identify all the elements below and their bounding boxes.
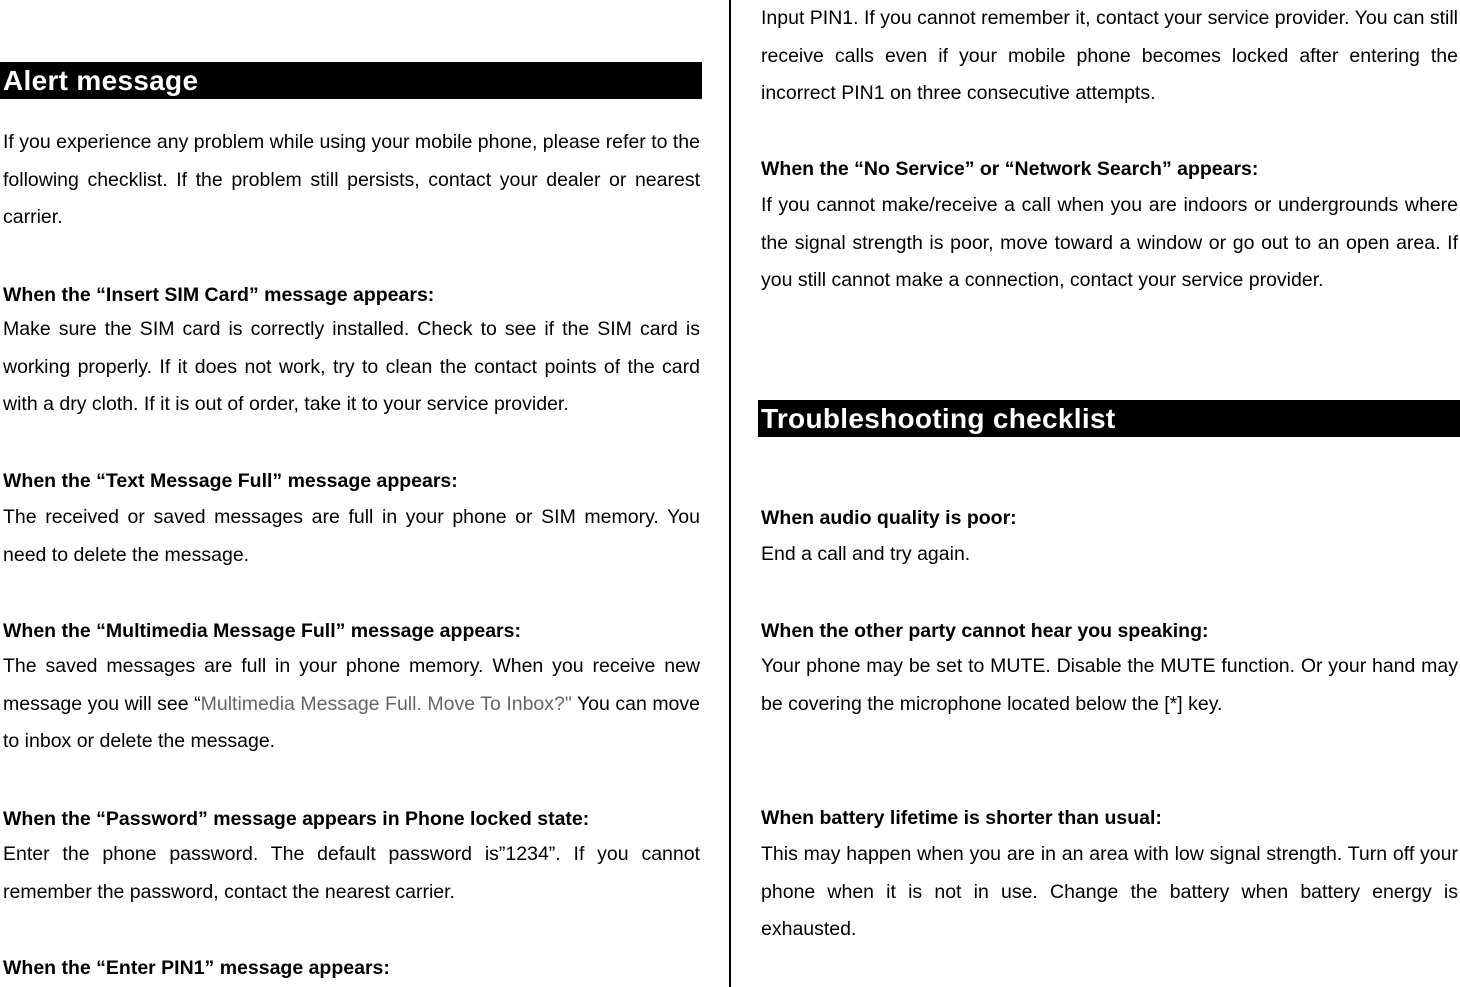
enter-pin1-heading: When the “Enter PIN1” message appears: — [3, 957, 390, 979]
multimedia-message-full-body — [3, 648, 700, 761]
multimedia-message-full-heading: When the “Multimedia Message Full” message appears: — [3, 620, 521, 642]
other-party-body: Your phone may be set to MUTE. Disable the MUTE function. Or your hand may be covering the microphone located below the [*] key. — [761, 655, 1458, 715]
multimedia-body-pre: The saved messages are full in your phone memory. When you receive new message you will see “ — [3, 655, 700, 715]
multimedia-body-quote: Multimedia Message Full. Move To Inbox?" — [200, 692, 572, 715]
intro-paragraph: If you experience any problem while using your mobile phone, please refer to the following checklist. If the problem still persists, contact your dealer or nearest carrier. — [3, 131, 700, 228]
text-message-full-body: The received or saved messages are full in your phone or SIM memory. You need to delete the message. — [3, 506, 700, 566]
troubleshooting-checklist-banner: Troubleshooting checklist — [758, 400, 1460, 437]
no-service-body: If you cannot make/receive a call when you are indoors or undergrounds where the signal strength is poor, move toward a window or go out to an open area. If you still cannot make a connection, contact your service provider. — [761, 194, 1458, 291]
text-message-full-heading: When the “Text Message Full” message appears: — [3, 470, 458, 492]
other-party-heading: When the other party cannot hear you speaking: — [761, 620, 1209, 642]
alert-message-banner: Alert message — [0, 62, 702, 99]
audio-quality-heading: When audio quality is poor: — [761, 507, 1017, 529]
audio-quality-body: End a call and try again. — [761, 543, 971, 565]
insert-sim-body: Make sure the SIM card is correctly installed. Check to see if the SIM card is working properly. If it does not work, try to clean the contact points of the card with a dry cloth. If it is out of order, take it to your service provider. — [3, 318, 700, 415]
multimedia-body-post: You can move to inbox or delete the message. — [3, 692, 700, 752]
pin1-continuation-body: Input PIN1. If you cannot remember it, contact your service provider. You can still receive calls even if your mobile phone becomes locked after entering the incorrect PIN1 on three consecutive attempts. — [761, 7, 1458, 104]
battery-lifetime-heading: When battery lifetime is shorter than usual: — [761, 807, 1162, 829]
password-body: Enter the phone password. The default password is”1234”. If you cannot remember the password, contact the nearest carrier. — [3, 843, 700, 903]
password-heading: When the “Password” message appears in Phone locked state: — [3, 808, 590, 830]
insert-sim-heading: When the “Insert SIM Card” message appears: — [3, 284, 435, 306]
no-service-heading: When the “No Service” or “Network Search” appears: — [761, 158, 1259, 180]
battery-lifetime-body: This may happen when you are in an area with low signal strength. Turn off your phone when it is not in use. Change the battery when battery energy is exhausted. — [761, 843, 1458, 940]
column-divider — [729, 0, 731, 987]
